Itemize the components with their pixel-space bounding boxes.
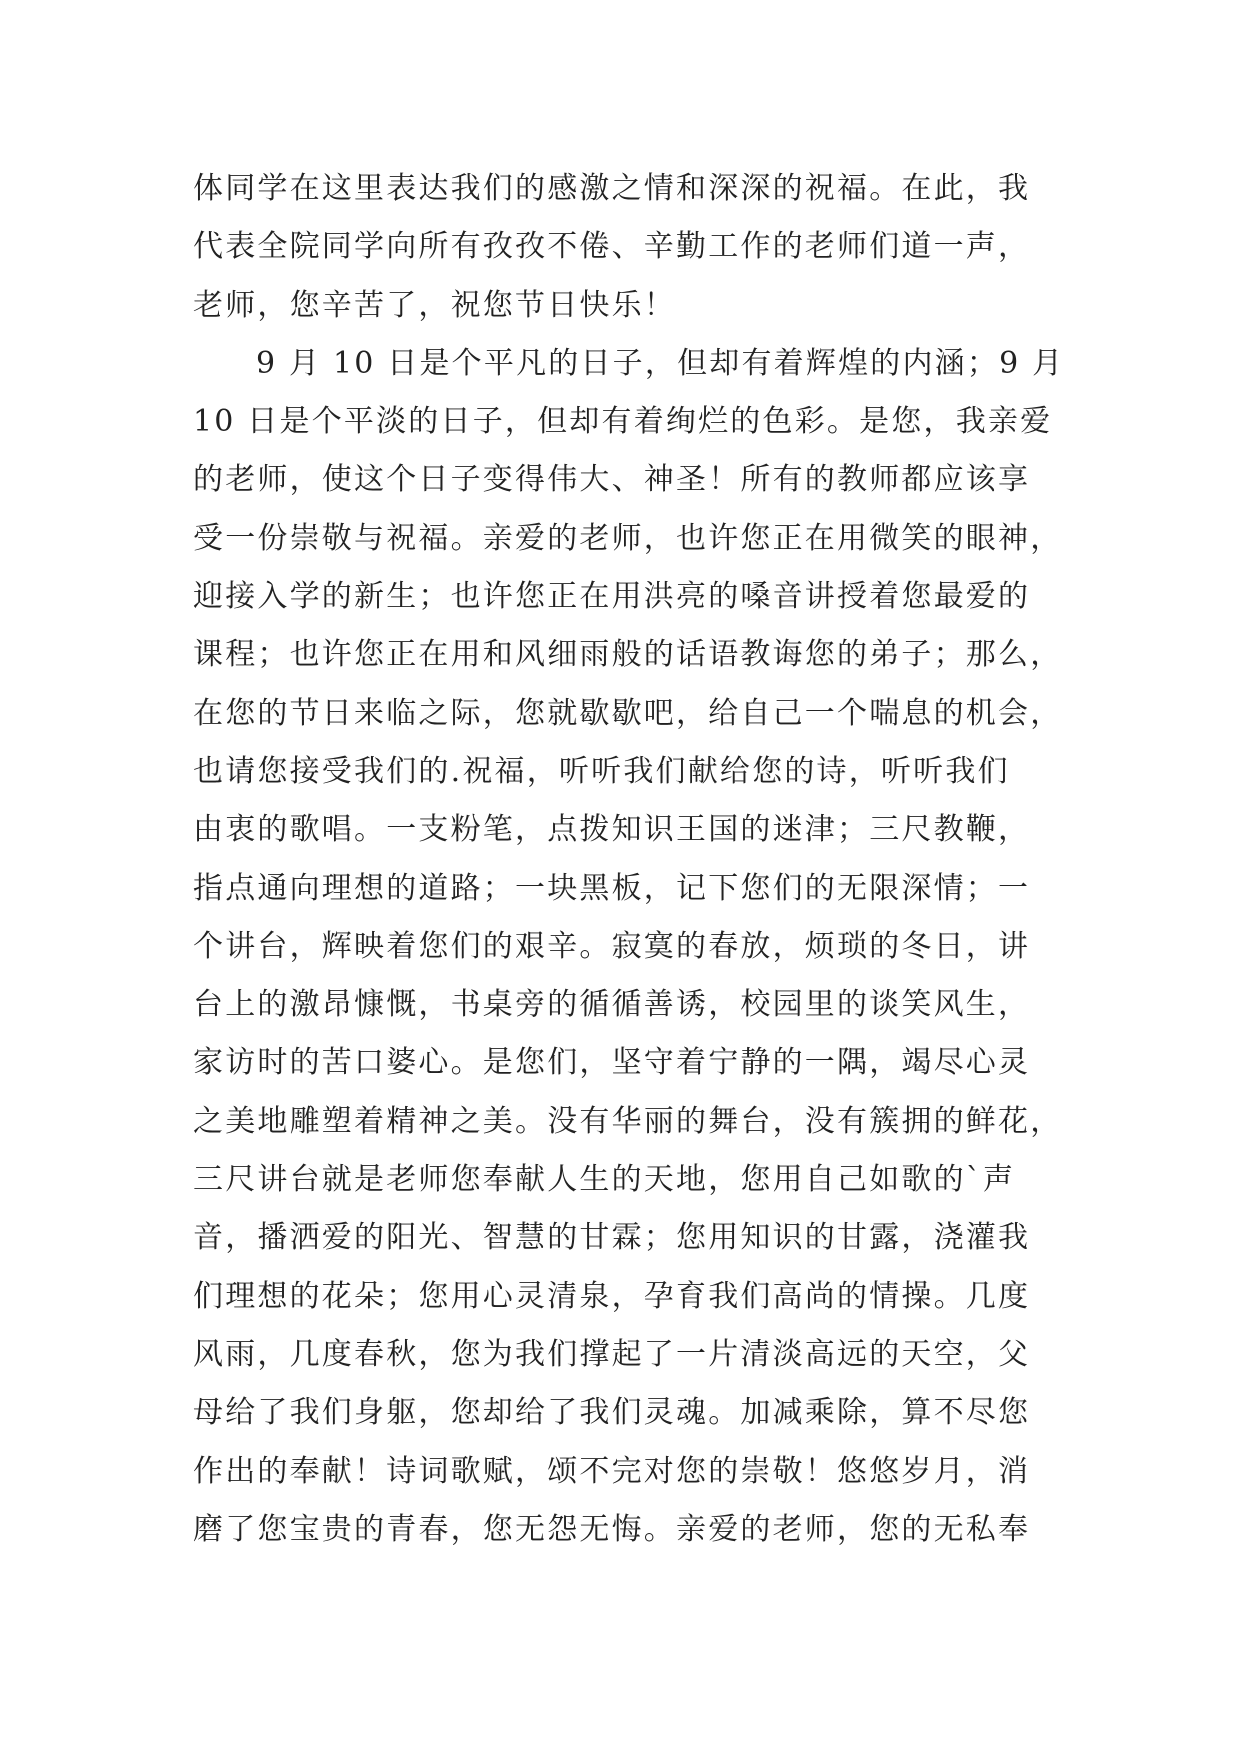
text-line: 磨了您宝贵的青春，您无怨无悔。亲爱的老师，您的无私奉 [193,1511,1031,1547]
text-line: 老师，您辛苦了，祝您节日快乐！ [193,287,676,323]
text-line: 代表全院同学向所有孜孜不倦、辛勤工作的老师们道一声， [193,229,1031,265]
text-line: 音，播洒爱的阳光、智慧的甘霖；您用知识的甘露，浇灌我 [193,1220,1031,1256]
text-line: 也请您接受我们的.祝福，听听我们献给您的诗，听听我们 [193,753,1010,789]
text-line: 课程；也许您正在用和风细雨般的话语教诲您的弟子；那么， [193,637,1063,673]
text-line: 由衷的歌唱。一支粉笔，点拨知识王国的迷津；三尺教鞭， [193,812,1031,848]
text-line: 在您的节日来临之际，您就歇歇吧，给自己一个喘息的机会， [193,695,1063,731]
text-line: 10 日是个平淡的日子，但却有着绚烂的色彩。是您，我亲爱 [193,404,1053,440]
text-line: 受一份崇敬与祝福。亲爱的老师，也许您正在用微笑的眼神， [193,520,1063,556]
paragraph-start-line: 9 月 10 日是个平凡的日子，但却有着辉煌的内涵；9 月 [256,345,1065,381]
text-line: 家访时的苦口婆心。是您们，坚守着宁静的一隅，竭尽心灵 [193,1045,1031,1081]
text-line: 迎接入学的新生；也许您正在用洪亮的嗓音讲授着您最爱的 [193,579,1031,615]
text-line: 指点通向理想的道路；一块黑板，记下您们的无限深情；一 [193,870,1031,906]
text-line: 作出的奉献！诗词歌赋，颂不完对您的崇敬！悠悠岁月，消 [193,1453,1031,1489]
text-line: 之美地雕塑着精神之美。没有华丽的舞台，没有簇拥的鲜花， [193,1103,1063,1139]
text-line: 的老师，使这个日子变得伟大、神圣！所有的教师都应该享 [193,462,1031,498]
text-line: 个讲台，辉映着您们的艰辛。寂寞的春放，烦琐的冬日，讲 [193,928,1031,964]
text-line: 们理想的花朵；您用心灵清泉，孕育我们高尚的情操。几度 [193,1278,1031,1314]
text-line: 三尺讲台就是老师您奉献人生的天地，您用自己如歌的`声 [193,1162,1016,1198]
text-line: 母给了我们身躯，您却给了我们灵魂。加减乘除，算不尽您 [193,1395,1031,1431]
text-line: 风雨，几度春秋，您为我们撑起了一片清淡高远的天空，父 [193,1336,1031,1372]
text-line: 台上的激昂慷慨，书桌旁的循循善诱，校园里的谈笑风生， [193,987,1031,1023]
body-text [193,160,1063,1559]
text-line: 体同学在这里表达我们的感激之情和深深的祝福。在此，我 [193,171,1031,206]
